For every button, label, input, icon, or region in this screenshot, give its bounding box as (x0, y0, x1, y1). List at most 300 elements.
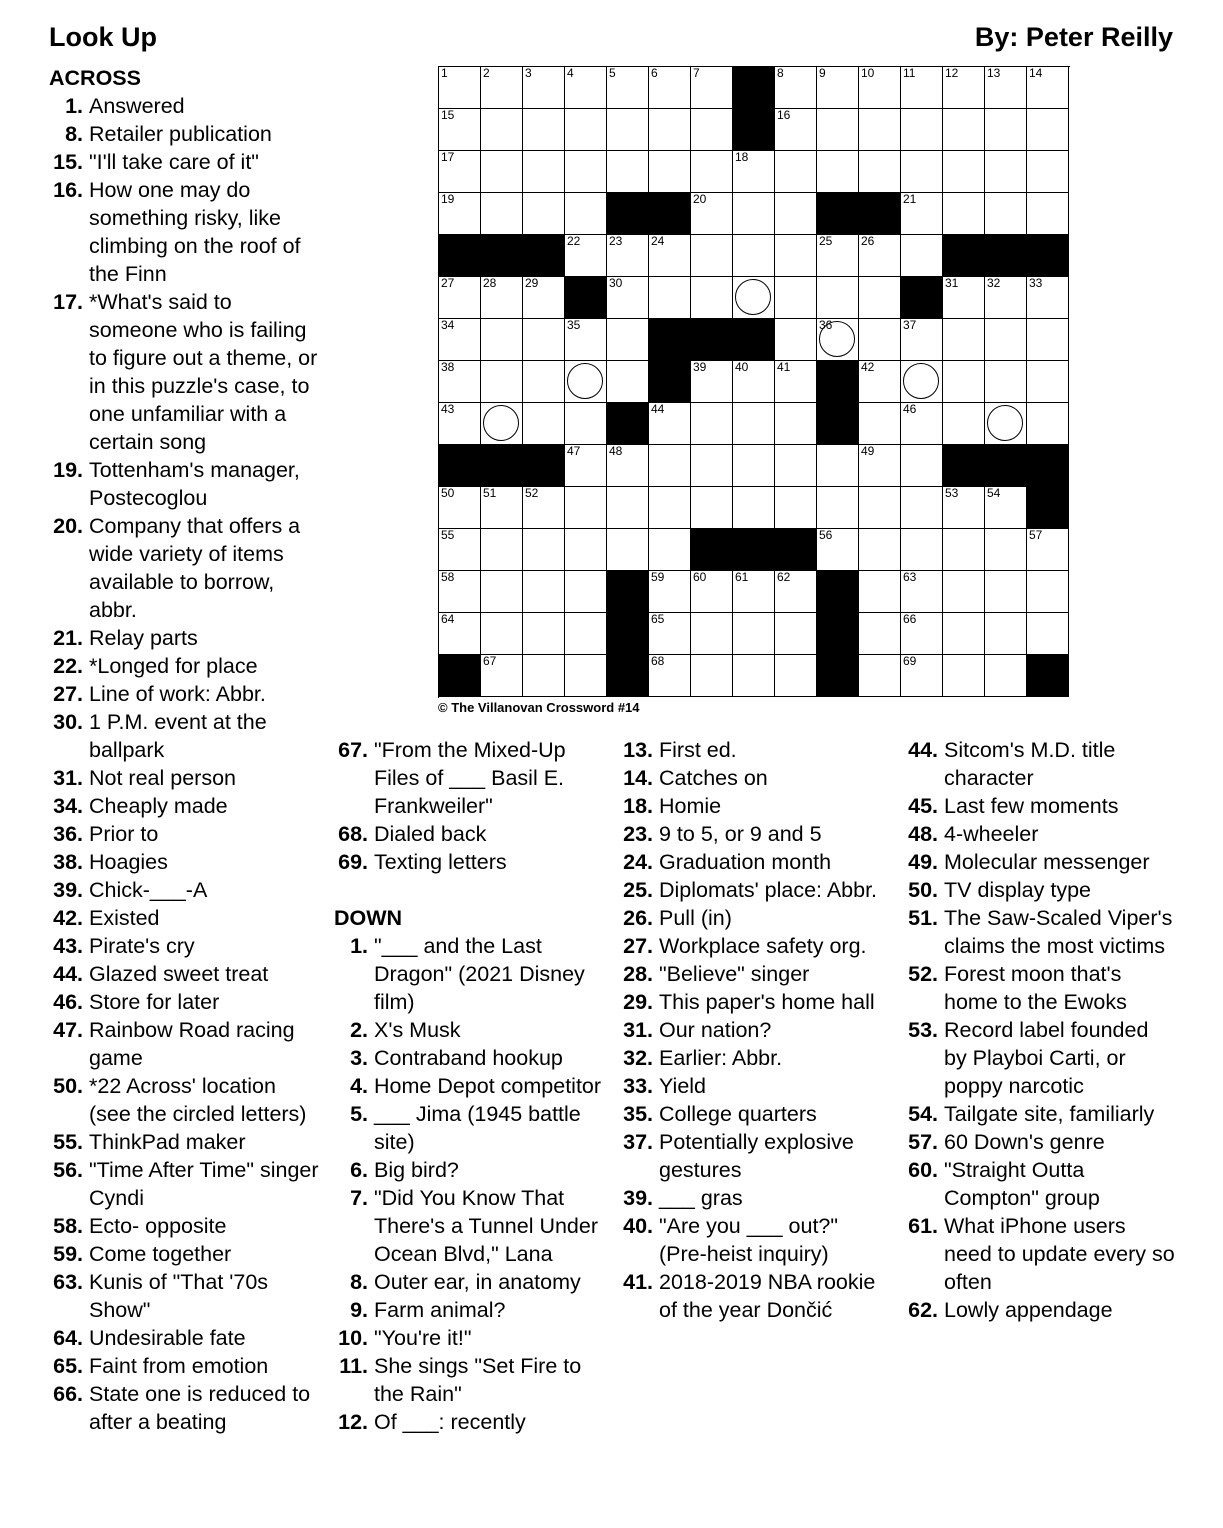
across-clue[interactable] (49, 1156, 321, 1212)
grid-cell[interactable] (859, 613, 901, 655)
grid-cell[interactable] (859, 109, 901, 151)
down-clue[interactable] (334, 1296, 606, 1324)
grid-cell[interactable] (859, 277, 901, 319)
down-clue[interactable] (334, 1352, 606, 1408)
grid-cell[interactable] (565, 67, 607, 109)
grid-cell[interactable] (439, 151, 481, 193)
grid-cell[interactable] (565, 319, 607, 361)
grid-cell[interactable] (691, 445, 733, 487)
grid-cell[interactable] (523, 571, 565, 613)
grid-cell[interactable] (901, 613, 943, 655)
grid-cell[interactable] (439, 571, 481, 613)
grid-cell[interactable] (607, 109, 649, 151)
grid-cell[interactable] (943, 109, 985, 151)
grid-cell[interactable] (481, 67, 523, 109)
grid-cell[interactable] (523, 403, 565, 445)
grid-cell[interactable] (985, 193, 1027, 235)
cell-number: 22 (567, 234, 581, 248)
grid-cell[interactable] (691, 235, 733, 277)
grid-cell[interactable] (649, 487, 691, 529)
grid-cell[interactable] (691, 109, 733, 151)
grid-cell[interactable] (943, 571, 985, 613)
grid-cell[interactable] (817, 109, 859, 151)
grid-cell[interactable] (943, 613, 985, 655)
down-clue[interactable] (904, 848, 1176, 876)
clue-number: 14. (623, 766, 653, 790)
grid-cell[interactable] (649, 445, 691, 487)
clue-text: Existed (89, 906, 160, 930)
across-clue[interactable] (49, 960, 321, 988)
grid-cell[interactable] (817, 529, 859, 571)
grid-cell[interactable] (859, 235, 901, 277)
clue-text: Workplace safety org. (659, 934, 867, 958)
grid-cell[interactable] (817, 235, 859, 277)
grid-cell[interactable] (439, 403, 481, 445)
down-clue[interactable] (619, 820, 891, 848)
grid-cell[interactable] (859, 403, 901, 445)
grid-cell[interactable] (565, 445, 607, 487)
across-clue[interactable] (49, 652, 321, 680)
across-clue[interactable] (49, 1212, 321, 1240)
grid-cell[interactable] (649, 67, 691, 109)
grid-cell[interactable] (523, 613, 565, 655)
circle-mark (903, 363, 939, 399)
grid-cell[interactable] (649, 571, 691, 613)
across-clue[interactable] (49, 1072, 321, 1128)
grid-cell[interactable] (943, 151, 985, 193)
clue-number: 9. (350, 1298, 368, 1322)
clue-number: 1. (350, 934, 368, 958)
grid-cell[interactable] (523, 487, 565, 529)
down-clue[interactable] (619, 1072, 891, 1100)
across-clue[interactable] (49, 904, 321, 932)
grid-cell[interactable] (481, 571, 523, 613)
grid-cell[interactable] (985, 277, 1027, 319)
grid-cell[interactable] (943, 193, 985, 235)
across-clue[interactable] (49, 848, 321, 876)
grid-cell[interactable] (775, 571, 817, 613)
grid-cell[interactable] (439, 361, 481, 403)
grid-cell[interactable] (943, 277, 985, 319)
grid-cell[interactable] (523, 109, 565, 151)
across-clue[interactable] (49, 1016, 321, 1072)
grid-cell[interactable] (439, 109, 481, 151)
grid-cell[interactable] (901, 109, 943, 151)
grid-cell[interactable] (775, 67, 817, 109)
cell-number: 51 (483, 486, 497, 500)
cell-number: 61 (735, 570, 749, 584)
down-clue[interactable] (334, 1184, 606, 1268)
grid-cell[interactable] (1027, 361, 1069, 403)
grid-cell[interactable] (691, 67, 733, 109)
grid-cell[interactable] (565, 403, 607, 445)
grid-cell[interactable] (481, 529, 523, 571)
grid-cell[interactable] (985, 67, 1027, 109)
grid-cell[interactable] (859, 529, 901, 571)
down-clue[interactable] (334, 1072, 606, 1100)
grid-cell[interactable] (985, 109, 1027, 151)
grid-cell[interactable] (481, 655, 523, 697)
grid-cell[interactable] (649, 529, 691, 571)
grid-cell[interactable] (901, 151, 943, 193)
grid-cell[interactable] (691, 571, 733, 613)
grid-cell[interactable] (817, 487, 859, 529)
clue-number: 21. (53, 626, 83, 650)
grid-cell[interactable] (607, 151, 649, 193)
down-clue[interactable] (619, 1212, 891, 1268)
clue-number: 47. (53, 1018, 83, 1042)
grid-cell[interactable] (691, 361, 733, 403)
grid-cell[interactable] (733, 193, 775, 235)
across-clue[interactable] (49, 820, 321, 848)
grid-cell[interactable] (481, 151, 523, 193)
grid-cell[interactable] (565, 529, 607, 571)
grid-cell[interactable] (439, 613, 481, 655)
clue-number: 1. (65, 94, 83, 118)
grid-cell[interactable] (1027, 109, 1069, 151)
grid-cell[interactable] (439, 193, 481, 235)
down-clue[interactable] (619, 1016, 891, 1044)
across-clue[interactable] (49, 1240, 321, 1268)
down-clue[interactable] (619, 932, 891, 960)
crossword-grid[interactable] (438, 66, 1070, 698)
grid-cell[interactable] (523, 319, 565, 361)
grid-cell[interactable] (901, 361, 943, 403)
across-clue[interactable] (49, 1324, 321, 1352)
across-clue[interactable] (334, 820, 606, 848)
clue-text: She sings "Set Fire to the Rain" (374, 1354, 582, 1406)
grid-cell[interactable] (565, 655, 607, 697)
grid-cell[interactable] (733, 361, 775, 403)
cell-number: 3 (525, 66, 532, 80)
grid-cell[interactable] (565, 613, 607, 655)
grid-cell[interactable] (775, 109, 817, 151)
grid-block (439, 235, 481, 277)
grid-cell[interactable] (565, 151, 607, 193)
across-clue[interactable] (49, 932, 321, 960)
grid-cell[interactable] (775, 235, 817, 277)
across-clue[interactable] (49, 512, 321, 624)
grid-cell[interactable] (439, 487, 481, 529)
grid-cell[interactable] (565, 235, 607, 277)
grid-cell[interactable] (691, 151, 733, 193)
clue-number: 45. (908, 794, 938, 818)
clue-number: 13. (623, 738, 653, 762)
circle-mark (987, 405, 1023, 441)
grid-cell[interactable] (985, 403, 1027, 445)
grid-cell[interactable] (733, 571, 775, 613)
clue-text: Texting letters (374, 850, 507, 874)
grid-cell[interactable] (649, 151, 691, 193)
across-clue[interactable] (49, 1380, 321, 1436)
across-clue[interactable] (49, 1268, 321, 1324)
across-clue[interactable] (49, 120, 321, 148)
grid-cell[interactable] (733, 445, 775, 487)
down-clue[interactable] (904, 904, 1176, 960)
grid-cell[interactable] (439, 529, 481, 571)
across-clue[interactable] (49, 624, 321, 652)
down-clue[interactable] (619, 1128, 891, 1184)
grid-cell[interactable] (691, 613, 733, 655)
down-clue[interactable] (619, 904, 891, 932)
grid-cell[interactable] (1027, 319, 1069, 361)
grid-cell[interactable] (775, 487, 817, 529)
grid-cell[interactable] (775, 151, 817, 193)
grid-cell[interactable] (1027, 403, 1069, 445)
grid-cell[interactable] (481, 613, 523, 655)
across-clue[interactable] (49, 680, 321, 708)
grid-cell[interactable] (607, 67, 649, 109)
grid-cell[interactable] (481, 403, 523, 445)
grid-cell[interactable] (1027, 277, 1069, 319)
across-clue[interactable] (49, 764, 321, 792)
clue-number: 59. (53, 1242, 83, 1266)
across-clue[interactable] (334, 736, 606, 820)
down-clue[interactable] (619, 988, 891, 1016)
grid-cell[interactable] (523, 529, 565, 571)
grid-cell[interactable] (1027, 571, 1069, 613)
grid-cell[interactable] (1027, 529, 1069, 571)
grid-cell[interactable] (607, 235, 649, 277)
grid-cell[interactable] (901, 403, 943, 445)
grid-cell[interactable] (691, 403, 733, 445)
grid-cell[interactable] (607, 319, 649, 361)
grid-cell[interactable] (733, 487, 775, 529)
grid-cell[interactable] (859, 655, 901, 697)
grid-cell[interactable] (901, 67, 943, 109)
grid-cell[interactable] (775, 403, 817, 445)
grid-cell[interactable] (649, 235, 691, 277)
grid-cell[interactable] (733, 151, 775, 193)
clue-text: Glazed sweet treat (89, 962, 269, 986)
grid-cell[interactable] (481, 487, 523, 529)
grid-cell[interactable] (439, 319, 481, 361)
grid-cell[interactable] (523, 361, 565, 403)
grid-cell[interactable] (439, 277, 481, 319)
across-clue[interactable] (334, 848, 606, 876)
grid-cell[interactable] (523, 655, 565, 697)
grid-cell[interactable] (565, 361, 607, 403)
grid-cell[interactable] (901, 571, 943, 613)
across-clue[interactable] (49, 176, 321, 288)
down-clue[interactable] (904, 1156, 1176, 1212)
grid-cell[interactable] (775, 655, 817, 697)
grid-cell[interactable] (943, 67, 985, 109)
down-clue[interactable] (904, 876, 1176, 904)
down-clue[interactable] (619, 876, 891, 904)
grid-cell[interactable] (649, 277, 691, 319)
down-clue[interactable] (619, 764, 891, 792)
down-clue[interactable] (619, 736, 891, 764)
down-clue[interactable] (904, 1212, 1176, 1296)
grid-cell[interactable] (775, 277, 817, 319)
clue-number: 36. (53, 822, 83, 846)
grid-cell[interactable] (943, 655, 985, 697)
grid-cell[interactable] (943, 487, 985, 529)
grid-cell[interactable] (481, 193, 523, 235)
clue-number: 63. (53, 1270, 83, 1294)
grid-cell[interactable] (859, 319, 901, 361)
grid-cell[interactable] (985, 487, 1027, 529)
grid-cell[interactable] (523, 277, 565, 319)
grid-cell[interactable] (439, 67, 481, 109)
grid-cell[interactable] (985, 361, 1027, 403)
clue-text: How one may do something risky, like climbing on the roof of the Finn (89, 178, 301, 286)
across-clue[interactable] (49, 876, 321, 904)
down-clue[interactable] (619, 1100, 891, 1128)
across-clue[interactable] (49, 92, 321, 120)
across-clue[interactable] (49, 288, 321, 456)
grid-cell[interactable] (817, 319, 859, 361)
grid-cell[interactable] (859, 67, 901, 109)
grid-cell[interactable] (901, 655, 943, 697)
down-clue[interactable] (904, 960, 1176, 1016)
grid-cell[interactable] (859, 361, 901, 403)
grid-cell[interactable] (649, 655, 691, 697)
across-clue[interactable] (49, 456, 321, 512)
down-clue[interactable] (904, 792, 1176, 820)
down-clue[interactable] (334, 1268, 606, 1296)
grid-cell[interactable] (901, 235, 943, 277)
clue-number: 8. (65, 122, 83, 146)
grid-cell[interactable] (817, 67, 859, 109)
grid-cell[interactable] (607, 487, 649, 529)
grid-cell[interactable] (607, 529, 649, 571)
grid-cell[interactable] (649, 109, 691, 151)
grid-cell[interactable] (481, 361, 523, 403)
clue-text: ___ gras (659, 1186, 743, 1210)
clue-text: ___ Jima (1945 battle site) (374, 1102, 581, 1154)
across-clue[interactable] (49, 148, 321, 176)
grid-cell[interactable] (775, 193, 817, 235)
grid-cell[interactable] (859, 571, 901, 613)
down-clue[interactable] (619, 960, 891, 988)
grid-cell[interactable] (565, 571, 607, 613)
grid-cell[interactable] (1027, 151, 1069, 193)
grid-cell[interactable] (901, 487, 943, 529)
across-clue[interactable] (49, 792, 321, 820)
grid-cell[interactable] (901, 319, 943, 361)
cell-number: 65 (651, 612, 665, 626)
grid-cell[interactable] (775, 613, 817, 655)
down-clue[interactable] (334, 1324, 606, 1352)
grid-cell[interactable] (1027, 613, 1069, 655)
across-clue[interactable] (49, 988, 321, 1016)
grid-cell[interactable] (817, 445, 859, 487)
cell-number: 56 (819, 528, 833, 542)
grid-cell[interactable] (859, 151, 901, 193)
grid-cell[interactable] (859, 487, 901, 529)
grid-cell[interactable] (691, 487, 733, 529)
down-clue[interactable] (334, 1044, 606, 1072)
grid-cell[interactable] (817, 277, 859, 319)
grid-cell[interactable] (985, 613, 1027, 655)
grid-cell[interactable] (523, 193, 565, 235)
down-clue[interactable] (619, 1044, 891, 1072)
cell-number: 8 (777, 66, 784, 80)
grid-cell[interactable] (649, 403, 691, 445)
down-clue[interactable] (334, 1016, 606, 1044)
grid-cell[interactable] (943, 361, 985, 403)
clue-number: 61. (908, 1214, 938, 1238)
grid-cell[interactable] (1027, 193, 1069, 235)
grid-cell[interactable] (901, 193, 943, 235)
grid-cell[interactable] (985, 319, 1027, 361)
down-clue[interactable] (334, 932, 606, 1016)
down-clue[interactable] (904, 736, 1176, 792)
grid-cell[interactable] (985, 655, 1027, 697)
grid-cell[interactable] (565, 487, 607, 529)
grid-cell[interactable] (985, 529, 1027, 571)
down-clue[interactable] (334, 1156, 606, 1184)
grid-cell[interactable] (1027, 67, 1069, 109)
down-clue[interactable] (904, 1128, 1176, 1156)
grid-cell[interactable] (901, 445, 943, 487)
clue-number: 18. (623, 794, 653, 818)
grid-cell[interactable] (943, 403, 985, 445)
grid-cell[interactable] (733, 403, 775, 445)
grid-cell[interactable] (481, 277, 523, 319)
grid-cell[interactable] (943, 319, 985, 361)
grid-cell[interactable] (607, 445, 649, 487)
grid-cell[interactable] (775, 445, 817, 487)
grid-cell[interactable] (733, 235, 775, 277)
down-clue[interactable] (904, 1016, 1176, 1100)
grid-block (901, 277, 943, 319)
down-clue[interactable] (619, 848, 891, 876)
clue-number: 42. (53, 906, 83, 930)
grid-cell[interactable] (481, 319, 523, 361)
down-clue[interactable] (334, 1408, 606, 1436)
grid-cell[interactable] (985, 151, 1027, 193)
across-clue[interactable] (49, 708, 321, 764)
down-clue[interactable] (619, 792, 891, 820)
puzzle-title: Look Up (49, 22, 157, 52)
grid-cell[interactable] (691, 193, 733, 235)
grid-cell[interactable] (985, 571, 1027, 613)
grid-cell[interactable] (775, 361, 817, 403)
grid-cell[interactable] (733, 613, 775, 655)
grid-cell[interactable] (733, 655, 775, 697)
across-clue[interactable] (49, 1128, 321, 1156)
across-list-part-2 (334, 736, 606, 876)
grid-cell[interactable] (607, 277, 649, 319)
down-clue[interactable] (619, 1268, 891, 1324)
grid-cell[interactable] (523, 67, 565, 109)
grid-cell[interactable] (649, 613, 691, 655)
grid-cell[interactable] (565, 109, 607, 151)
grid-cell[interactable] (481, 109, 523, 151)
grid-cell[interactable] (691, 655, 733, 697)
grid-cell[interactable] (943, 529, 985, 571)
grid-cell[interactable] (607, 361, 649, 403)
down-clue[interactable] (904, 1100, 1176, 1128)
grid-cell[interactable] (775, 319, 817, 361)
down-clue[interactable] (904, 820, 1176, 848)
down-clue[interactable] (619, 1184, 891, 1212)
grid-cell[interactable] (523, 151, 565, 193)
across-clue[interactable] (49, 1352, 321, 1380)
down-clue[interactable] (904, 1296, 1176, 1324)
grid-cell[interactable] (901, 529, 943, 571)
grid-cell[interactable] (859, 445, 901, 487)
clue-number: 40. (623, 1214, 653, 1238)
grid-cell[interactable] (733, 277, 775, 319)
down-clue[interactable] (334, 1100, 606, 1156)
grid-cell[interactable] (691, 277, 733, 319)
grid-cell[interactable] (565, 193, 607, 235)
grid-cell[interactable] (817, 151, 859, 193)
